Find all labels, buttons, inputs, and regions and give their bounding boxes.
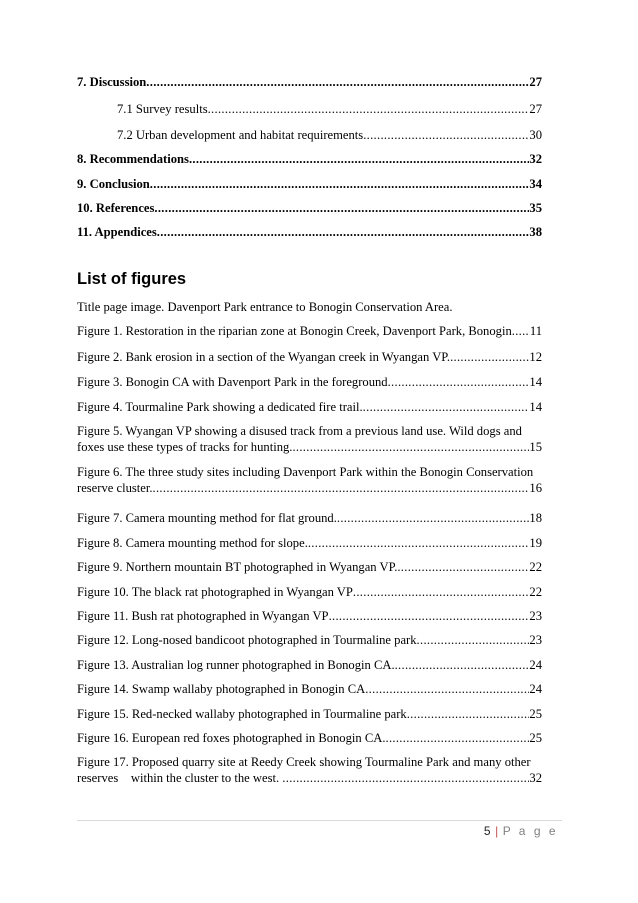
- toc-leader: [363, 128, 529, 143]
- figure-leader: [407, 706, 530, 722]
- toc-label: 9. Conclusion: [77, 177, 150, 191]
- list-of-figures-heading: List of figures: [77, 270, 187, 288]
- figure-label: Figure 3. Bonogin CA with Davenport Park in the foreground: [77, 375, 388, 389]
- figure-leader: [153, 480, 530, 496]
- figure-leader: [282, 770, 529, 786]
- page-footer: [484, 824, 558, 838]
- figure-entry-2: [77, 349, 542, 365]
- toc-page: 34: [529, 177, 542, 191]
- figure-label: Figure 9. Northern mountain BT photographed in Wyangan VP.: [77, 560, 398, 574]
- figure-entry-10: [77, 584, 542, 600]
- figure-leader: [386, 730, 530, 746]
- figure-label-cont: foxes use these types of tracks for hunting.: [77, 440, 293, 454]
- figure-entry-15: [77, 706, 542, 722]
- figure-label: Figure 6. The three study sites including Davenport Park within the Bonogin Conservation: [77, 465, 534, 479]
- figure-page: 24: [529, 658, 542, 672]
- figure-leader: [353, 584, 530, 600]
- figure-entry-16: [77, 730, 542, 746]
- figure-entry-17: [77, 754, 542, 786]
- figure-entry-14: [77, 681, 542, 697]
- figure-entry-5: [77, 423, 542, 455]
- figure-page: 12: [529, 350, 542, 364]
- figure-page: 16: [529, 481, 542, 495]
- figure-entry-13: [77, 657, 542, 673]
- figure-page: 11: [529, 324, 542, 338]
- figure-label: Figure 1. Restoration in the riparian zone at Bonogin Creek, Davenport Park, Bonogin: [77, 324, 512, 338]
- figure-leader: [308, 535, 530, 551]
- figure-label: Figure 14. Swamp wallaby photographed in Bonogin CA: [77, 682, 366, 696]
- toc-label: 10. References: [77, 201, 155, 215]
- figure-page: 22: [529, 560, 542, 574]
- figure-entry-9: [77, 559, 542, 575]
- figure-leader: [292, 439, 529, 455]
- figure-page: 15: [529, 440, 542, 454]
- figure-leader: [512, 323, 530, 339]
- toc-leader: [189, 152, 529, 167]
- toc-label: 7. Discussion: [77, 75, 147, 89]
- toc-entry-survey-results: [117, 102, 542, 117]
- figure-leader: [329, 608, 530, 624]
- figure-entry-1: [77, 323, 542, 339]
- figure-leader: [450, 349, 529, 365]
- page-word: P a g e: [502, 824, 558, 838]
- toc-page: 32: [529, 152, 542, 166]
- figure-leader: [388, 374, 530, 390]
- figure-leader: [397, 559, 529, 575]
- figure-label: Figure 5. Wyangan VP showing a disused track from a previous land use. Wild dogs and: [77, 424, 522, 438]
- figure-entry-6: [77, 464, 542, 496]
- figure-label: Figure 13. Australian log runner photographed in Bonogin CA.: [77, 658, 395, 672]
- toc-page: 27: [529, 75, 542, 89]
- figure-leader: [417, 632, 530, 648]
- figure-label-cont: reserve cluster.: [77, 481, 153, 495]
- page-number: 5: [483, 824, 492, 838]
- figure-label: Figure 16. European red foxes photographed in Bonogin CA.: [77, 731, 386, 745]
- figure-page: 22: [529, 585, 542, 599]
- toc-page: 35: [529, 201, 542, 215]
- figure-entry-7: [77, 510, 542, 526]
- toc-leader: [146, 75, 529, 90]
- title-image-caption: Title page image. Davenport Park entrance to Bonogin Conservation Area.: [77, 300, 453, 314]
- figure-entry-3: [77, 374, 542, 390]
- toc-entry-references: [77, 201, 542, 216]
- figure-leader: [365, 681, 529, 697]
- figure-page: 25: [529, 731, 542, 745]
- toc-page: 27: [529, 102, 542, 116]
- toc-page: 38: [529, 225, 542, 239]
- toc-leader: [208, 102, 530, 117]
- figure-page: 14: [529, 375, 542, 389]
- toc-leader: [154, 201, 529, 216]
- figure-page: 25: [529, 707, 542, 721]
- figure-label: Figure 15. Red-necked wallaby photographed in Tourmaline park: [77, 707, 407, 721]
- figure-entry-11: [77, 608, 542, 624]
- figure-page: 23: [529, 609, 542, 623]
- figure-label: Figure 10. The black rat photographed in Wyangan VP: [77, 585, 353, 599]
- figure-entry-8: [77, 535, 542, 551]
- toc-entry-recommendations: [77, 152, 542, 167]
- toc-entry-urban-development: [117, 128, 542, 143]
- figure-leader: [363, 399, 530, 415]
- toc-leader: [150, 177, 530, 192]
- figure-page: 14: [529, 400, 542, 414]
- footer-divider: [77, 820, 562, 821]
- figure-label-cont: reserves within the cluster to the west.: [77, 771, 283, 785]
- figure-page: 32: [529, 771, 542, 785]
- figure-label: Figure 11. Bush rat photographed in Wyangan VP: [77, 609, 329, 623]
- figure-page: 18: [529, 511, 542, 525]
- toc-label: 11. Appendices: [77, 225, 157, 239]
- toc-label: 7.1 Survey results: [117, 102, 208, 116]
- figure-entry-4: [77, 399, 542, 415]
- figure-label: Figure 7. Camera mounting method for flat ground.: [77, 511, 337, 525]
- figure-leader: [337, 510, 530, 526]
- figure-label: Figure 4. Tourmaline Park showing a dedicated fire trail.: [77, 400, 363, 414]
- toc-label: 8. Recommendations: [77, 152, 189, 166]
- toc-entry-discussion: [77, 75, 542, 90]
- figure-page: 19: [529, 536, 542, 550]
- toc-entry-appendices: [77, 225, 542, 240]
- toc-page: 30: [529, 128, 542, 142]
- toc-label: 7.2 Urban development and habitat requirements: [117, 128, 364, 142]
- figure-leader: [395, 657, 530, 673]
- figure-label: Figure 17. Proposed quarry site at Reedy Creek showing Tourmaline Park and many other: [77, 755, 531, 769]
- toc-entry-conclusion: [77, 177, 542, 192]
- figure-label: Figure 12. Long-nosed bandicoot photographed in Tourmaline park: [77, 633, 417, 647]
- figure-page: 24: [529, 682, 542, 696]
- figure-label: Figure 8. Camera mounting method for slope.: [77, 536, 308, 550]
- figure-label: Figure 2. Bank erosion in a section of the Wyangan creek in Wyangan VP.: [77, 350, 451, 364]
- footer-separator: |: [495, 824, 499, 838]
- figure-page: 23: [529, 633, 542, 647]
- toc-leader: [157, 225, 530, 240]
- figure-entry-12: [77, 632, 542, 648]
